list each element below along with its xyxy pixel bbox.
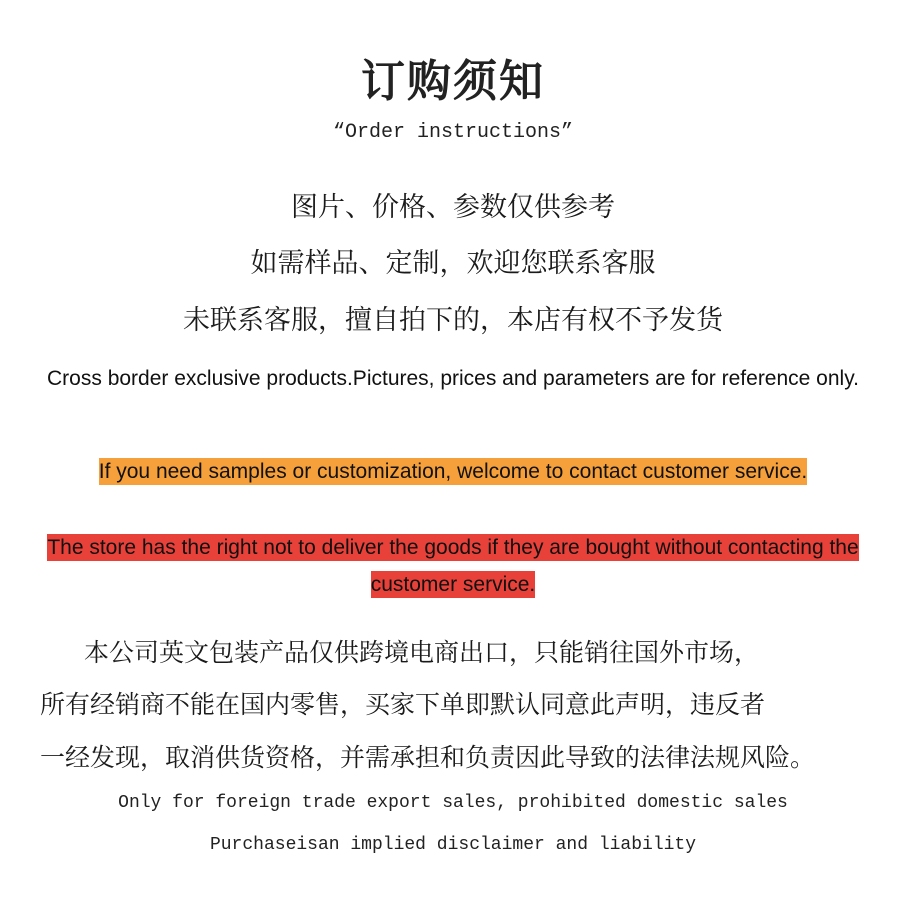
cn-notice-no-delivery: 未联系客服，擅自拍下的，本店有权不予发货 xyxy=(183,305,723,336)
page-title: 订购须知 xyxy=(361,56,545,107)
cn-notice-reference: 图片、价格、参数仅供参考 xyxy=(291,192,615,223)
en-notice-samples-block xyxy=(30,453,876,490)
en-notice-right-highlight: The store has the right not to deliver the goods if they are bought without contacting the customer service. xyxy=(47,536,859,596)
en-notice-reference-block xyxy=(30,360,876,397)
en-notice-right-block xyxy=(30,529,876,603)
en-footer-line-2: Purchaseisan implied disclaimer and liability xyxy=(209,835,697,855)
cn-body-line-3: 一经发现，取消供货资格，并需承担和负责因此导致的法律法规风险。 xyxy=(40,743,816,772)
en-notice-reference: Cross border exclusive products.Pictures, prices and parameters are for reference only. xyxy=(47,367,859,390)
cn-body-line-1: 本公司英文包装产品仅供跨境电商出口，只能销往国外市场， xyxy=(84,638,760,667)
en-footer-line-1: Only for foreign trade export sales, prohibited domestic sales xyxy=(118,793,788,813)
en-notice-samples-highlight: If you need samples or customization, welcome to contact customer service. xyxy=(98,460,808,483)
cn-notice-contact: 如需样品、定制，欢迎您联系客服 xyxy=(250,248,656,279)
page-subtitle: “Order instructions” xyxy=(332,121,574,144)
cn-body-line-2: 所有经销商不能在国内零售，买家下单即默认同意此声明，违反者 xyxy=(40,690,766,719)
